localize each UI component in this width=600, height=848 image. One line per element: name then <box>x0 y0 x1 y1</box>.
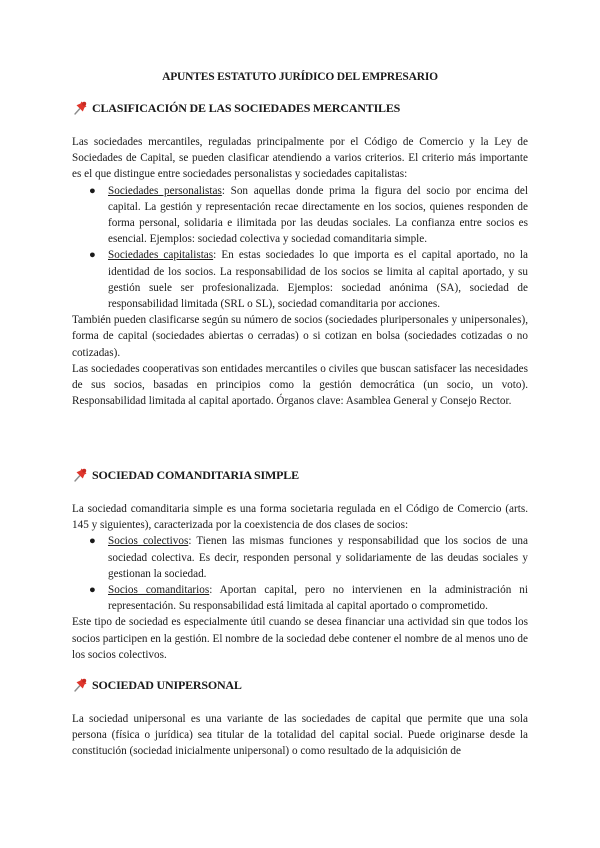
pushpin-icon <box>72 677 88 693</box>
bullet-icon: ● <box>89 535 96 548</box>
section-heading-text: SOCIEDAD COMANDITARIA SIMPLE <box>92 468 299 482</box>
list-item <box>72 183 528 248</box>
pushpin-icon <box>72 467 88 483</box>
list-item <box>72 247 528 312</box>
list-item-text: : Tienen las mismas funciones y responsabilidad que los socios de una sociedad colectiva. Es decir, responden personal y solidariamente de las deudas sociales y gestionan la sociedad. <box>108 535 528 580</box>
section-body-comanditaria <box>72 501 528 663</box>
bullet-icon: ● <box>89 249 96 262</box>
list-item <box>72 533 528 582</box>
section-body-clasificacion <box>72 134 528 409</box>
section-body-unipersonal <box>72 711 528 760</box>
list-item-term: Socios comanditarios <box>108 584 210 597</box>
bullet-icon: ● <box>89 184 96 197</box>
paragraph: Este tipo de sociedad es especialmente útil cuando se desea financiar una actividad sin que todos los socios participen en la gestión. El nombre de la sociedad debe contener el nombre de al menos uno de los socios colectivos. <box>72 616 528 661</box>
bullet-icon: ● <box>89 584 96 597</box>
paragraph: La sociedad unipersonal es una variante de las sociedades de capital que permite que una sola persona (física o jurídica) sea titular de la totalidad del capital social. Puede originarse desde la constitución (sociedad inicialmente unipersonal) o como resultado de la adquisición de <box>72 713 528 758</box>
section-heading-unipersonal <box>72 677 242 693</box>
section-heading-comanditaria <box>72 467 299 483</box>
list-item-term: Socios colectivos <box>108 535 189 548</box>
section-heading-text: SOCIEDAD UNIPERSONAL <box>92 678 242 692</box>
pushpin-icon <box>72 100 88 116</box>
bullet-list <box>72 183 528 313</box>
list-item-text: : Son aquellas donde prima la figura del socio por encima del capital. La gestión y representación recae directamente en los socios, quienes responden de forma personal, solidaria e ilimitada por las deudas sociales. La confianza entre socios es esencial. Ejemplos: sociedad colectiva y sociedad comanditaria simple. <box>108 184 528 246</box>
paragraph: Las sociedades mercantiles, reguladas principalmente por el Código de Comercio y la Ley de Sociedades de Capital, se pueden clasificar atendiendo a varios criterios. El criterio más importante es el que distingue entre sociedades personalistas y sociedades capitalistas: <box>72 136 528 181</box>
section-heading-clasificacion <box>72 100 400 116</box>
document-title: APUNTES ESTATUTO JURÍDICO DEL EMPRESARIO <box>162 71 438 83</box>
list-item-term: Sociedades capitalistas <box>108 249 214 262</box>
list-item-text: : Aportan capital, pero no intervienen en la administración ni representación. Su responsabilidad está limitada al capital aportado o comprometido. <box>108 584 528 613</box>
bullet-list <box>72 533 528 614</box>
paragraph: Las sociedades cooperativas son entidades mercantiles o civiles que buscan satisfacer las necesidades de sus socios, basadas en principios como la gestión democrática (un socio, un voto). Responsabilidad limitada al capital aportado. Órganos clave: Asamblea General y Consejo Rector. <box>72 362 528 408</box>
list-item-term: Sociedades personalistas <box>108 184 222 197</box>
list-item <box>72 582 528 614</box>
paragraph: La sociedad comanditaria simple es una forma societaria regulada en el Código de Comercio (arts. 145 y siguientes), caracterizada por la coexistencia de dos clases de socios: <box>72 503 528 532</box>
section-heading-text: CLASIFICACIÓN DE LAS SOCIEDADES MERCANTILES <box>92 101 401 115</box>
list-item-text: : En estas sociedades lo que importa es el capital aportado, no la identidad de los socios. La responsabilidad de los socios se limita al capital aportado, y su gestión suele ser profesionalizada. Ejemplos: sociedad anónima (SA), sociedad de responsabilidad limitada (SRL o SL), sociedad comanditaria por acciones. <box>108 249 528 311</box>
paragraph: También pueden clasificarse según su número de socios (sociedades pluripersonales y unipersonales), forma de capital (sociedades abiertas o cerradas) o si cotizan en bolsa (sociedades cotizadas o no cotizadas). <box>72 314 528 359</box>
